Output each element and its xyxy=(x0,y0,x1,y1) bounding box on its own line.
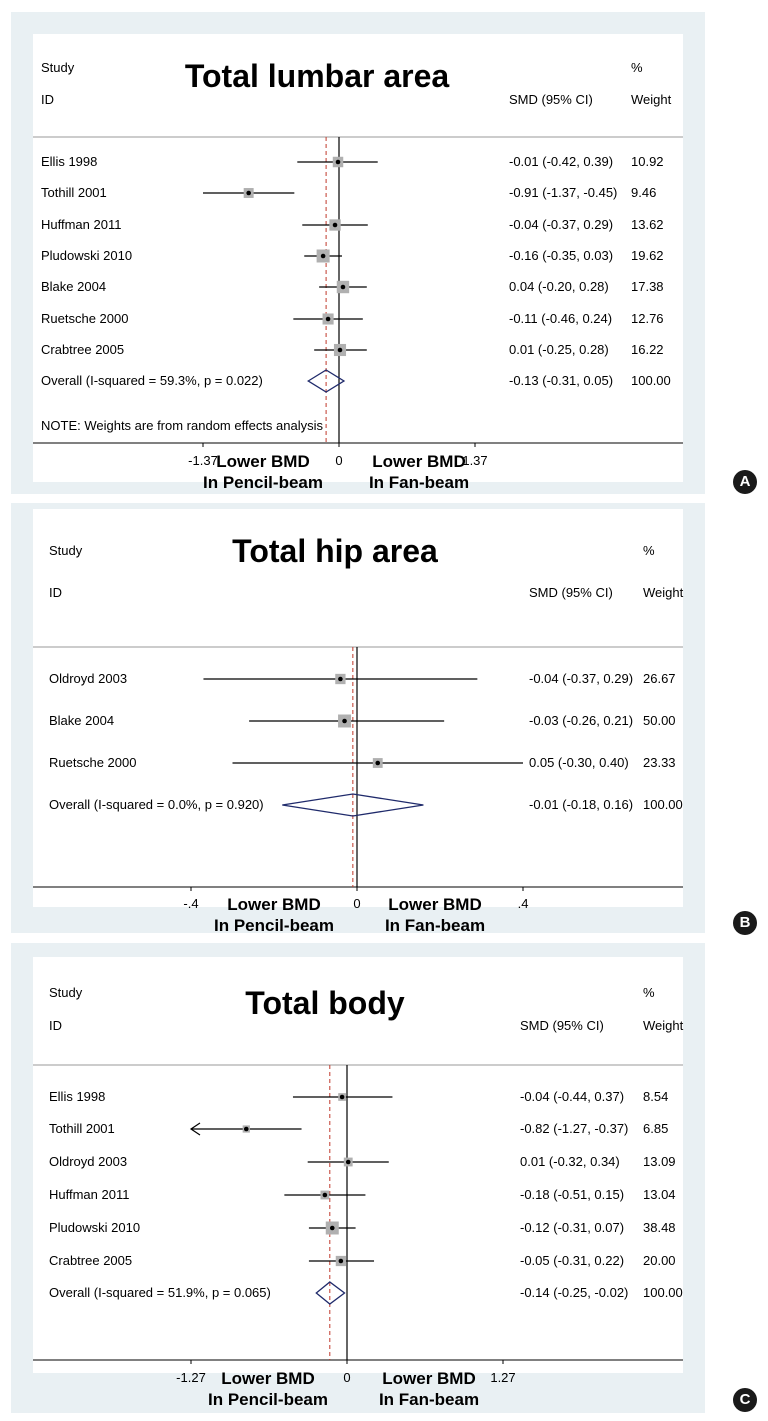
study-weight: 9.46 xyxy=(631,185,657,200)
study-point-estimate xyxy=(341,285,346,290)
study-ci-text: -0.11 (-0.46, 0.24) xyxy=(509,311,613,326)
header-smd: SMD (95% CI) xyxy=(520,1018,604,1033)
study-weight: 17.38 xyxy=(631,279,664,294)
forest-plot-b xyxy=(33,509,684,935)
header-study: Study xyxy=(49,985,83,1000)
axis-label-left-line1: Lower BMD xyxy=(227,895,321,914)
study-name: Pludowski 2010 xyxy=(41,248,133,263)
x-tick-label: 1.27 xyxy=(490,1370,516,1385)
study-ci-text: 0.04 (-0.20, 0.28) xyxy=(509,279,609,294)
study-ci-text: -0.04 (-0.44, 0.37) xyxy=(520,1089,625,1104)
study-name: Ruetsche 2000 xyxy=(41,311,129,326)
study-point-estimate xyxy=(333,223,338,228)
study-name: Oldroyd 2003 xyxy=(49,671,128,686)
overall-label: Overall (I-squared = 59.3%, p = 0.022) xyxy=(41,373,263,388)
study-ci-text: -0.05 (-0.31, 0.22) xyxy=(520,1253,625,1268)
header-weight: Weight xyxy=(643,1018,684,1033)
header-id: ID xyxy=(49,585,62,600)
header-study: Study xyxy=(41,60,75,75)
chart-title: Total lumbar area xyxy=(184,58,450,94)
axis-label-right-line1: Lower BMD xyxy=(382,1369,476,1388)
study-name: Crabtree 2005 xyxy=(41,342,125,357)
study-weight: 23.33 xyxy=(643,755,676,770)
x-tick-label: -1.27 xyxy=(176,1370,206,1385)
panel-label-a: A xyxy=(733,470,757,494)
study-point-estimate xyxy=(336,160,341,165)
panel-c xyxy=(11,943,705,1413)
axis-label-right-line2: In Fan-beam xyxy=(378,1390,480,1409)
axis-label-left-line1: Lower BMD xyxy=(221,1369,315,1388)
overall-diamond xyxy=(316,1282,344,1304)
header-weight: Weight xyxy=(643,585,684,600)
study-point-estimate xyxy=(346,1160,351,1165)
x-tick-label: 1.37 xyxy=(462,453,488,468)
study-ci-text: -0.16 (-0.35, 0.03) xyxy=(509,248,614,263)
header-percent: % xyxy=(631,60,643,75)
study-weight: 16.22 xyxy=(631,342,664,357)
study-weight: 38.48 xyxy=(643,1220,676,1235)
study-ci-text: -0.03 (-0.26, 0.21) xyxy=(529,713,634,728)
chart-title: Total hip area xyxy=(232,533,438,569)
header-smd: SMD (95% CI) xyxy=(529,585,613,600)
study-name: Ellis 1998 xyxy=(49,1089,106,1104)
panel-label-b: B xyxy=(733,911,757,935)
study-name: Tothill 2001 xyxy=(41,185,107,200)
axis-label-left-line2: In Pencil-beam xyxy=(214,916,334,935)
panel-label-c: C xyxy=(733,1388,757,1412)
header-study: Study xyxy=(49,543,83,558)
study-point-estimate xyxy=(375,761,380,766)
x-tick-label: 0 xyxy=(335,453,343,468)
study-name: Ruetsche 2000 xyxy=(49,755,137,770)
study-ci-text: -0.12 (-0.31, 0.07) xyxy=(520,1220,625,1235)
axis-label-right-line1: Lower BMD xyxy=(372,452,466,471)
study-ci-text: -0.04 (-0.37, 0.29) xyxy=(529,671,634,686)
study-name: Oldroyd 2003 xyxy=(49,1154,128,1169)
study-ci-text: -0.91 (-1.37, -0.45) xyxy=(509,185,618,200)
study-point-estimate xyxy=(323,1193,328,1198)
forest-plot-svg-b xyxy=(33,509,684,935)
header-percent: % xyxy=(643,985,655,1000)
study-ci-text: 0.01 (-0.25, 0.28) xyxy=(509,342,609,357)
study-weight: 50.00 xyxy=(643,713,676,728)
panel-b xyxy=(11,503,705,933)
axis-label-left-line2: In Pencil-beam xyxy=(208,1390,328,1409)
x-tick-label: .4 xyxy=(517,896,529,911)
study-name: Huffman 2011 xyxy=(41,217,122,232)
study-weight: 10.92 xyxy=(631,154,664,169)
study-name: Blake 2004 xyxy=(41,279,107,294)
header-id: ID xyxy=(41,92,54,107)
study-ci-text: -0.18 (-0.51, 0.15) xyxy=(520,1187,625,1202)
study-weight: 13.09 xyxy=(643,1154,676,1169)
header-weight: Weight xyxy=(631,92,672,107)
x-tick-label: -.4 xyxy=(183,896,199,911)
study-ci-text: -0.82 (-1.27, -0.37) xyxy=(520,1121,629,1136)
overall-weight: 100.00 xyxy=(631,373,671,388)
study-point-estimate xyxy=(246,191,251,196)
study-weight: 12.76 xyxy=(631,311,664,326)
overall-weight: 100.00 xyxy=(643,1285,683,1300)
study-ci-text: -0.04 (-0.37, 0.29) xyxy=(509,217,614,232)
study-point-estimate xyxy=(339,1259,344,1264)
study-weight: 26.67 xyxy=(643,671,676,686)
study-weight: 13.62 xyxy=(631,217,664,232)
study-point-estimate xyxy=(326,317,331,322)
study-point-estimate xyxy=(340,1095,345,1100)
overall-weight: 100.00 xyxy=(643,797,683,812)
study-weight: 19.62 xyxy=(631,248,664,263)
x-tick-label: -1.37 xyxy=(188,453,218,468)
axis-label-left-line1: Lower BMD xyxy=(216,452,310,471)
overall-label: Overall (I-squared = 51.9%, p = 0.065) xyxy=(49,1285,271,1300)
study-ci-text: 0.01 (-0.32, 0.34) xyxy=(520,1154,620,1169)
overall-label: Overall (I-squared = 0.0%, p = 0.920) xyxy=(49,797,264,812)
study-ci-text: -0.01 (-0.42, 0.39) xyxy=(509,154,614,169)
study-point-estimate xyxy=(342,719,347,724)
study-ci-text: 0.05 (-0.30, 0.40) xyxy=(529,755,629,770)
weights-note: NOTE: Weights are from random effects analysis xyxy=(41,418,324,433)
forest-plot-svg-a xyxy=(33,34,683,492)
chart-title: Total body xyxy=(245,985,405,1021)
study-point-estimate xyxy=(338,677,343,682)
study-name: Ellis 1998 xyxy=(41,154,98,169)
study-point-estimate xyxy=(330,1226,335,1231)
panel-a xyxy=(11,12,705,494)
study-weight: 6.85 xyxy=(643,1121,669,1136)
study-weight: 8.54 xyxy=(643,1089,669,1104)
overall-ci-text: -0.01 (-0.18, 0.16) xyxy=(529,797,634,812)
study-name: Blake 2004 xyxy=(49,713,115,728)
study-name: Crabtree 2005 xyxy=(49,1253,133,1268)
study-name: Tothill 2001 xyxy=(49,1121,115,1136)
study-point-estimate xyxy=(244,1127,249,1132)
header-smd: SMD (95% CI) xyxy=(509,92,593,107)
study-weight: 20.00 xyxy=(643,1253,676,1268)
x-tick-label: 0 xyxy=(353,896,361,911)
overall-ci-text: -0.13 (-0.31, 0.05) xyxy=(509,373,614,388)
study-point-estimate xyxy=(321,254,326,259)
study-point-estimate xyxy=(338,348,343,353)
axis-label-left-line2: In Pencil-beam xyxy=(203,473,323,492)
overall-ci-text: -0.14 (-0.25, -0.02) xyxy=(520,1285,629,1300)
study-name: Huffman 2011 xyxy=(49,1187,130,1202)
header-percent: % xyxy=(643,543,655,558)
axis-label-right-line2: In Fan-beam xyxy=(384,916,486,935)
forest-plot-a xyxy=(33,34,683,492)
axis-label-right-line2: In Fan-beam xyxy=(368,473,470,492)
study-weight: 13.04 xyxy=(643,1187,676,1202)
forest-plot-svg-c xyxy=(33,957,684,1409)
header-id: ID xyxy=(49,1018,62,1033)
x-tick-label: 0 xyxy=(343,1370,351,1385)
axis-label-right-line1: Lower BMD xyxy=(388,895,482,914)
study-name: Pludowski 2010 xyxy=(49,1220,141,1235)
forest-plot-c xyxy=(33,957,684,1409)
